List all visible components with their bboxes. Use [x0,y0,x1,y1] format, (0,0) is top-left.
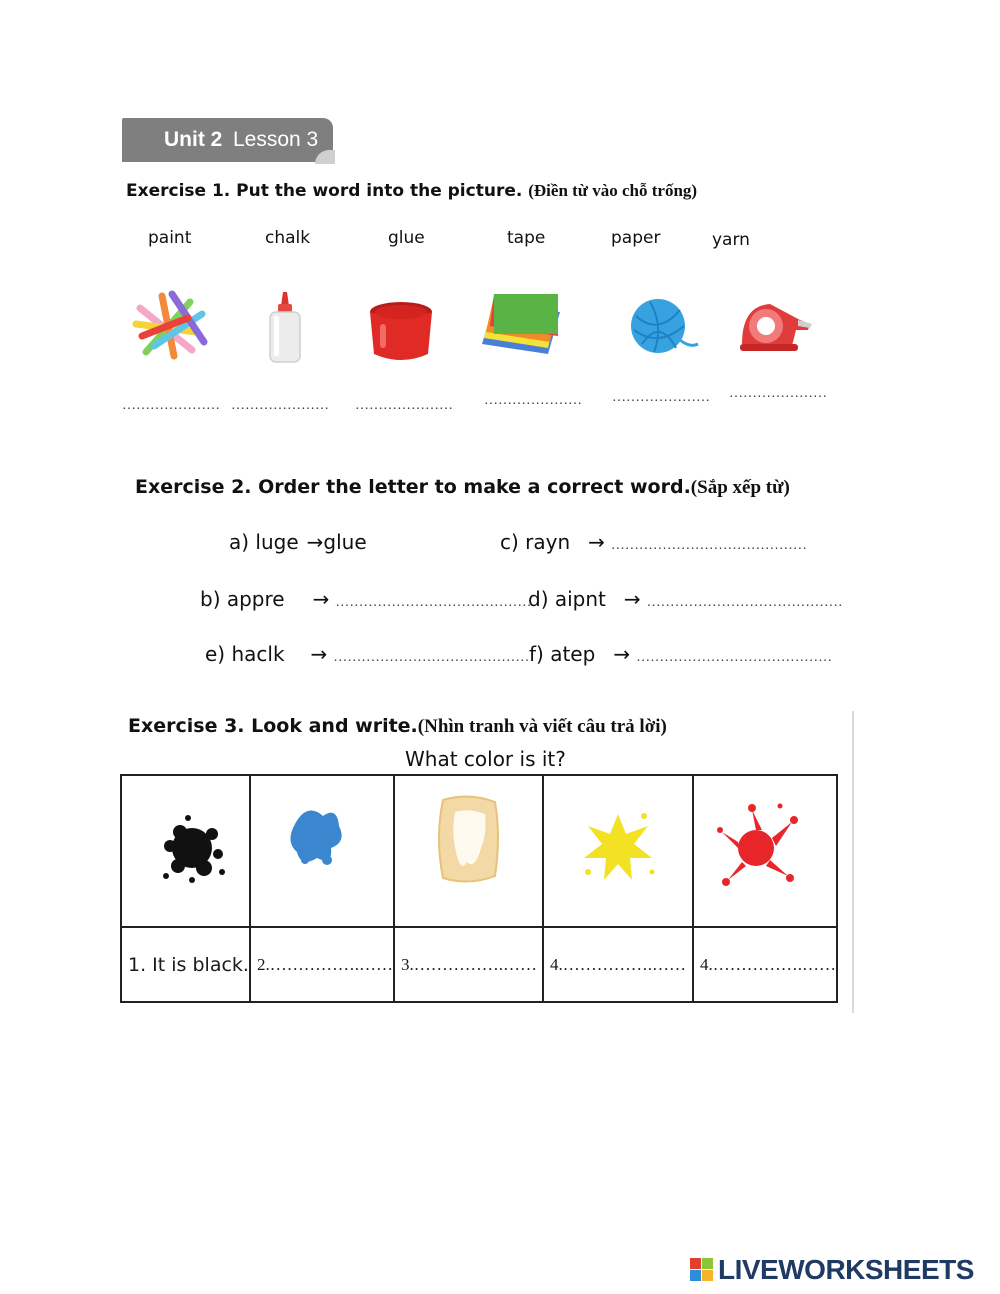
blue-splash-picture [251,776,388,922]
word-paint: paint [148,228,192,248]
splash-cell-black [121,775,250,927]
glue-picture [265,290,305,366]
logo-icon [690,1258,714,1282]
liveworksheets-logo [690,1254,974,1286]
tape-picture [736,296,814,358]
blank-4[interactable]: ………………… [484,393,582,408]
exercise-3-title: Exercise 3. Look and write.(Nhìn tranh và viết câu trả lời) [128,715,667,737]
table-row [121,775,837,927]
ex2-answer-e[interactable]: …………………………………… [333,650,530,665]
ex2-answer-a[interactable]: glue [323,530,367,554]
color-table [120,774,838,1003]
paper-picture [478,292,564,364]
red-splash-picture [694,776,833,922]
banner-page-curl [315,150,335,164]
unit-banner [122,118,333,162]
blank-3[interactable]: ………………… [355,398,453,413]
ex2-answer-b[interactable]: …………………………………… [335,595,532,610]
blank-5[interactable]: ………………… [612,390,710,405]
ex2-item-b: b) appre → …………………………………… [200,587,532,611]
answer-cell-4[interactable]: 4.…………….…… [543,927,693,1002]
blank-1[interactable]: ………………… [122,398,220,413]
ex2-answer-f[interactable]: …………………………………… [636,650,833,665]
answer-cell-3[interactable]: 3.…………….…… [394,927,543,1002]
lesson-number: Lesson 3 [233,128,319,151]
answer-cell-1: 1. It is black. [121,927,250,1002]
word-paper: paper [611,228,661,248]
unit-number: Unit 2 [164,128,223,151]
ex2-item-a: a) luge →glue [229,530,367,554]
splash-cell-yellow [543,775,693,927]
ex2-item-e: e) haclk → …………………………………… [205,642,530,666]
yarn-picture [628,296,702,360]
paint-pot-picture [366,298,436,366]
answer-cell-5[interactable]: 4.…………….…… [693,927,837,1002]
exercise-2-title: Exercise 2. Order the letter to make a correct word.(Sắp xếp từ) [135,476,790,498]
black-splash-picture [122,776,246,922]
ex2-answer-c[interactable]: …………………………………… [610,538,807,553]
exercise-1-title: Exercise 1. Put the word into the picture. (Điền từ vào chỗ trống) [126,181,698,201]
word-yarn: yarn [712,230,750,250]
cream-splash-picture [395,776,542,922]
splash-cell-blue [250,775,394,927]
ex2-item-d: d) aipnt → …………………………………… [528,587,843,611]
ex2-answer-d[interactable]: …………………………………… [646,595,843,610]
ex2-item-f: f) atep → …………………………………… [529,642,833,666]
chalk-picture [132,288,212,364]
yellow-splash-picture [544,776,692,922]
blank-2[interactable]: ………………… [231,398,329,413]
splash-cell-cream [394,775,543,927]
word-glue: glue [388,228,425,248]
blank-6[interactable]: ………………… [729,386,827,401]
logo-text: LIVEWORKSHEETS [718,1254,974,1285]
page-edge-rule [852,711,854,1013]
answer-cell-2[interactable]: 2.…………….…… [250,927,394,1002]
exercise-3-question: What color is it? [405,747,566,771]
word-tape: tape [507,228,546,248]
table-row [121,927,837,1002]
splash-cell-red [693,775,837,927]
ex2-item-c: c) rayn → …………………………………… [500,530,807,554]
word-chalk: chalk [265,228,311,248]
